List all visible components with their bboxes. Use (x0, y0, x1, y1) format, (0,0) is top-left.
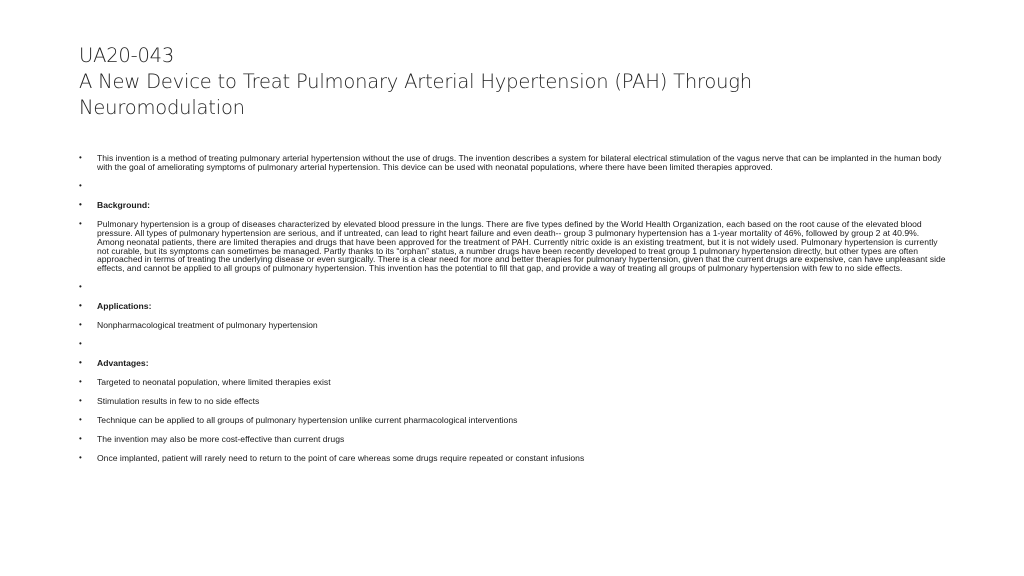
application-item: • Nonpharmacological treatment of pulmonary hypertension (79, 321, 947, 330)
advantages-heading: • Advantages: (79, 359, 947, 368)
slide-title (79, 43, 979, 121)
advantage-item: • Once implanted, patient will rarely need to return to the point of care whereas some drugs require repeated or constant infusions (79, 454, 947, 463)
advantage-item: • Targeted to neonatal population, where limited therapies exist (79, 378, 947, 387)
title-line-id: UA20-043 (79, 44, 175, 67)
advantage-item: • Technique can be applied to all groups of pulmonary hypertension unlike current pharmacological interventions (79, 416, 947, 425)
advantage-item: • The invention may also be more cost-effective than current drugs (79, 435, 947, 444)
title-line-main: A New Device to Treat Pulmonary Arterial Hypertension (PAH) Through (79, 70, 752, 93)
empty-bullet (79, 182, 947, 191)
background-heading: • Background: (79, 201, 947, 210)
applications-heading: • Applications: (79, 302, 947, 311)
empty-bullet (79, 283, 947, 292)
slide-body (79, 154, 947, 473)
summary-item: • This invention is a method of treating pulmonary arterial hypertension without the use of drugs. The invention describes a system for bilateral electrical stimulation of the vagus nerve that can be implanted in the human body with the goal of ameliorating symptoms of pulmonary arterial hypertension. This device can be used with neonatal populations, where there have been limited therapies approved. (79, 154, 947, 172)
title-line-cont: Neuromodulation (79, 96, 245, 119)
background-text: • Pulmonary hypertension is a group of diseases characterized by elevated blood pressure in the lungs. There are five types defined by the World Health Organization, each based on the root cause of the elevated blood pressure. All types of pulmonary hypertension are serious, and if untreated, can lead to right heart failure and even death-- group 3 pulmonary hypertension has a 1-year mortality of 46%, followed by group 2 at 40.9%. Among neonatal patients, there are limited therapies and drugs that have been approved for the treatment of PAH. Currently nitric oxide is an existing treatment, but it is not widely used. Pulmonary hypertension is currently not curable, but its symptoms can sometimes be managed. Partly thanks to its “orphan” status, a number drugs have been recently developed to treat group 1 pulmonary hypertension directly, but other types are often approached in terms of treating the underlying disease or even surgically. There is a clear need for more and better therapies for pulmonary hypertension, given that the current drugs are expensive, can have unpleasant side effects, and cannot be applied to all groups of pulmonary hypertension. This invention has the potential to fill that gap, and provide a way of treating all groups of pulmonary hypertension with few to no side effects. (79, 220, 947, 273)
advantage-item: • Stimulation results in few to no side effects (79, 397, 947, 406)
empty-bullet (79, 340, 947, 349)
